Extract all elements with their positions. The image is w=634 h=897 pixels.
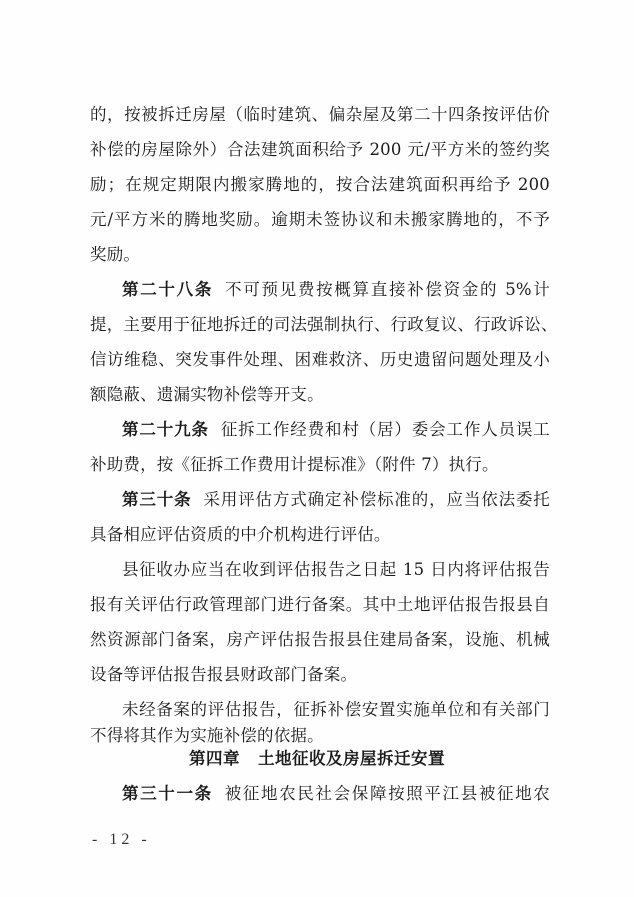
chapter-number: 第四章 xyxy=(189,749,240,768)
text-line: 信访维稳、突发事件处理、困难救济、历史遗留问题处理及小 xyxy=(90,350,550,369)
text-line: 额隐蔽、遗漏实物补偿等开支。 xyxy=(90,385,324,404)
article-28-first-line xyxy=(122,279,550,301)
article-30-heading: 第三十条 xyxy=(122,490,192,509)
text-line: 具备相应评估资质的中介机构进行评估。 xyxy=(90,525,391,544)
article-31-heading: 第三十一条 xyxy=(122,784,213,803)
text-line: 补助费，按《征拆工作费用计提标准》（附件 7）执行。 xyxy=(90,455,499,474)
text-line: 未经备案的评估报告，征拆补偿安置实施单位和有关部门 xyxy=(122,700,550,719)
text-line: 励；在规定期限内搬家腾地的，按合法建筑面积再给予 200 xyxy=(90,175,550,194)
text-line: 然资源部门备案，房产评估报告报县住建局备案，设施、机械 xyxy=(90,630,550,649)
article-29-text: 征拆工作经费和村（居）委会工作人员误工 xyxy=(220,420,550,439)
article-29-heading: 第二十九条 xyxy=(122,420,209,439)
article-28-text: 不可预见费按概算直接补偿资金的 5%计 xyxy=(225,280,550,299)
page-number: - 12 - xyxy=(92,831,151,848)
text-line: 元/平方米的腾地奖励。逾期未签协议和未搬家腾地的，不予 xyxy=(90,210,550,229)
text-line: 县征收办应当在收到评估报告之日起 15 日内将评估报告 xyxy=(122,560,550,579)
text-line: 补偿的房屋除外）合法建筑面积给予 200 元/平方米的签约奖 xyxy=(90,140,550,159)
article-31-first-line xyxy=(122,783,550,805)
article-30-first-line xyxy=(122,489,550,511)
text-line: 的，按被拆迁房屋（临时建筑、偏杂屋及第二十四条按评估价 xyxy=(90,105,550,124)
text-line: 不得将其作为实施补偿的依据。 xyxy=(90,726,324,745)
article-31-text: 被征地农民社会保障按照平江县被征地农 xyxy=(224,784,550,803)
article-29-first-line xyxy=(122,419,550,441)
chapter-heading xyxy=(0,748,634,770)
chapter-title: 土地征收及房屋拆迁安置 xyxy=(258,749,445,768)
text-line: 报有关评估行政管理部门进行备案。其中土地评估报告报县自 xyxy=(90,595,550,614)
article-30-text: 采用评估方式确定补偿标准的，应当依法委托 xyxy=(203,490,550,509)
text-line: 提，主要用于征地拆迁的司法强制执行、行政复议、行政诉讼、 xyxy=(90,315,558,334)
article-28-heading: 第二十八条 xyxy=(122,280,214,299)
text-line: 奖励。 xyxy=(90,245,141,264)
text-line: 设备等评估报告报县财政部门备案。 xyxy=(90,665,358,684)
